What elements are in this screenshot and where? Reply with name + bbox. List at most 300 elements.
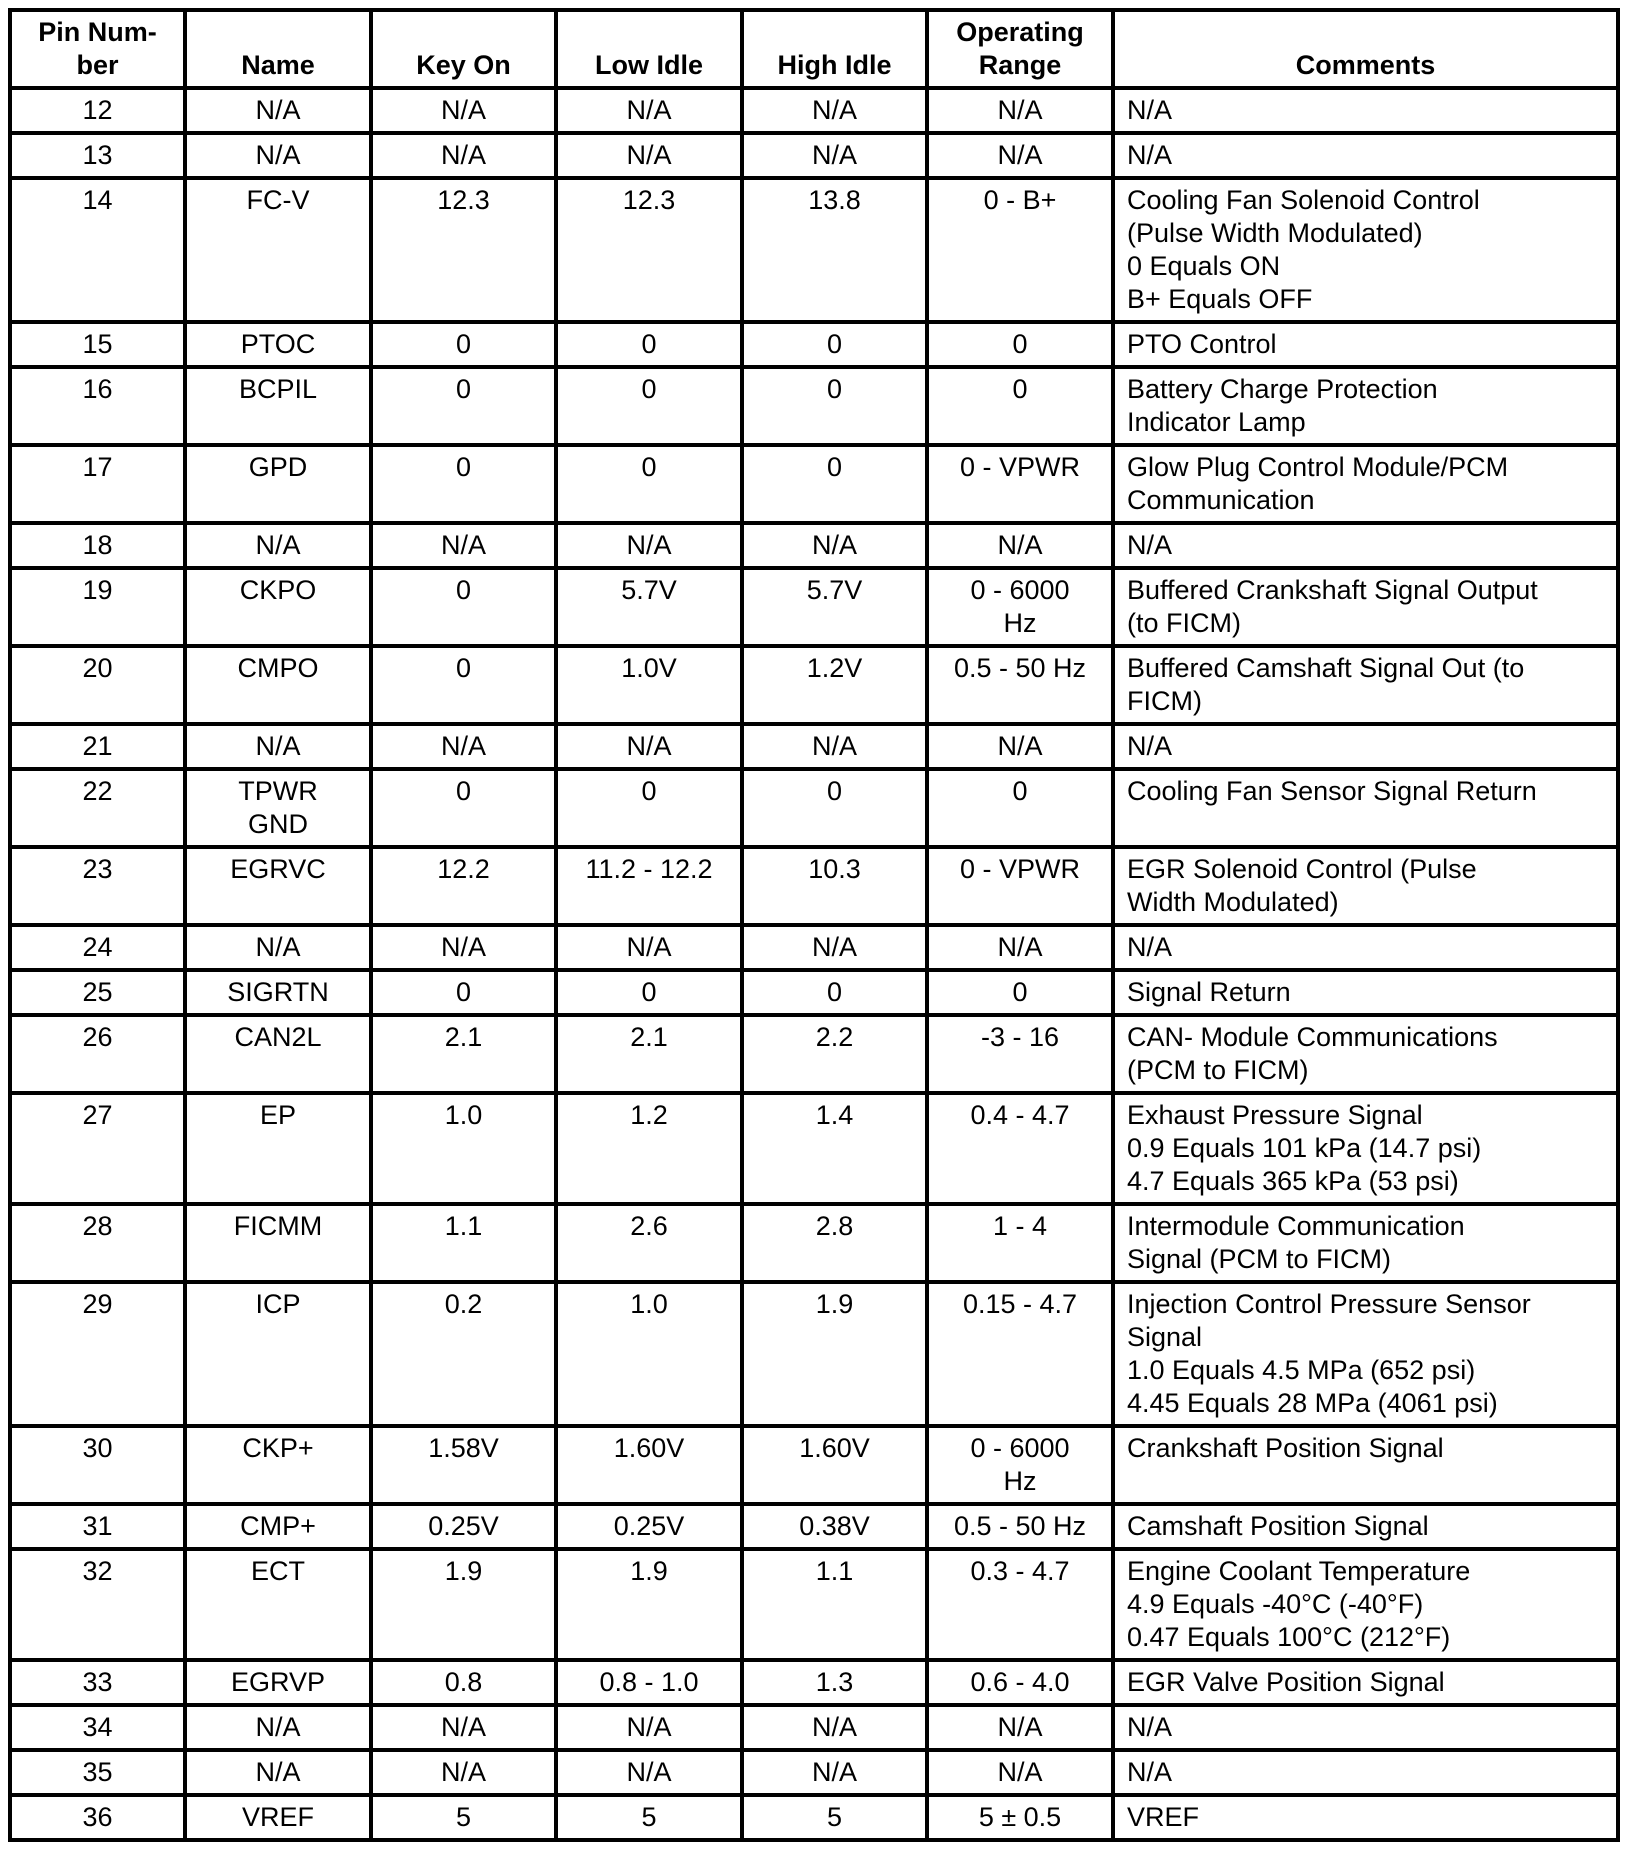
comments-cell <box>1113 646 1618 724</box>
pin-number-cell <box>10 724 185 769</box>
cell-line: 1.1 <box>815 1556 854 1586</box>
header-operating-range <box>927 10 1113 88</box>
pin-number-cell <box>10 646 185 724</box>
pin-number-cell <box>10 178 185 322</box>
cell-line: CKP+ <box>242 1433 314 1463</box>
pin-number-cell <box>10 133 185 178</box>
cell-line: VREF <box>1127 1802 1200 1832</box>
cell-line: 1.0 Equals 4.5 MPa (652 psi) <box>1127 1355 1476 1385</box>
pin-table-body <box>10 88 1618 1840</box>
comments-cell <box>1113 178 1618 322</box>
table-row <box>10 445 1618 523</box>
cell-line: 21 <box>82 731 113 761</box>
cell-line: 13 <box>82 140 113 170</box>
low-idle-cell <box>556 1705 742 1750</box>
cell-line: 2.6 <box>630 1211 668 1241</box>
operating-range-cell <box>927 1426 1113 1504</box>
cell-line: N/A <box>626 1712 672 1742</box>
cell-line: 0 <box>826 374 843 404</box>
cell-line: Glow Plug Control Module/PCM <box>1127 452 1509 482</box>
cell-line: 0 <box>455 329 472 359</box>
name-cell <box>185 1204 371 1282</box>
cell-line: B+ Equals OFF <box>1127 284 1313 314</box>
cell-line: 0 <box>826 452 843 482</box>
cell-line: 29 <box>82 1289 113 1319</box>
cell-line: 0 <box>641 329 657 359</box>
cell-line: 12.3 <box>437 185 490 215</box>
high-idle-cell <box>742 1204 927 1282</box>
operating-range-cell <box>927 646 1113 724</box>
cell-line: N/A <box>626 731 672 761</box>
high-idle-cell <box>742 925 927 970</box>
header-comments: Comments <box>1113 10 1618 88</box>
name-cell <box>185 970 371 1015</box>
name-cell <box>185 646 371 724</box>
cell-line: 0 <box>826 776 843 806</box>
cell-line: Range <box>978 50 1062 80</box>
cell-line: N/A <box>997 140 1043 170</box>
cell-line: 19 <box>82 575 113 605</box>
cell-line: 27 <box>82 1100 113 1130</box>
pin-number-cell <box>10 1426 185 1504</box>
table-row <box>10 1504 1618 1549</box>
high-idle-cell <box>742 646 927 724</box>
key-on-cell <box>371 1705 556 1750</box>
high-idle-cell <box>742 1426 927 1504</box>
header-low-idle: Low Idle <box>556 10 742 88</box>
comments-cell <box>1113 1093 1618 1204</box>
cell-line: 0.15 - 4.7 <box>962 1289 1078 1319</box>
high-idle-cell <box>742 133 927 178</box>
table-row <box>10 1660 1618 1705</box>
pin-number-cell <box>10 88 185 133</box>
cell-line: 0.38V <box>799 1511 870 1541</box>
name-cell <box>185 1705 371 1750</box>
key-on-cell <box>371 367 556 445</box>
low-idle-cell <box>556 724 742 769</box>
pin-number-cell <box>10 367 185 445</box>
pin-table-sheet <box>8 8 1616 1842</box>
low-idle-cell <box>556 1204 742 1282</box>
operating-range-cell <box>927 178 1113 322</box>
cell-line: N/A <box>440 140 486 170</box>
cell-line: 1.9 <box>444 1556 483 1586</box>
cell-line: 5.7V <box>621 575 677 605</box>
operating-range-cell <box>927 769 1113 847</box>
comments-cell <box>1113 88 1618 133</box>
comments-cell <box>1113 367 1618 445</box>
cell-line: N/A <box>440 932 486 962</box>
low-idle-cell <box>556 769 742 847</box>
cell-line: 1.9 <box>630 1556 668 1586</box>
cell-line: Injection Control Pressure Sensor <box>1127 1289 1531 1319</box>
cell-line: 18 <box>82 530 113 560</box>
cell-line: 1.60V <box>799 1433 870 1463</box>
cell-line: N/A <box>626 530 672 560</box>
cell-line: EGRVP <box>230 1667 326 1697</box>
cell-line: N/A <box>811 1757 857 1787</box>
key-on-cell <box>371 1504 556 1549</box>
table-row <box>10 646 1618 724</box>
high-idle-cell <box>742 568 927 646</box>
key-on-cell <box>371 1549 556 1660</box>
pin-number-cell <box>10 1015 185 1093</box>
key-on-cell <box>371 1093 556 1204</box>
table-row <box>10 724 1618 769</box>
low-idle-cell <box>556 1750 742 1795</box>
cell-line: 0 <box>826 977 843 1007</box>
table-row <box>10 1705 1618 1750</box>
key-on-cell <box>371 1204 556 1282</box>
cell-line: N/A <box>1127 530 1173 560</box>
cell-line: Cooling Fan Solenoid Control <box>1127 185 1480 215</box>
cell-line: N/A <box>997 95 1043 125</box>
operating-range-cell <box>927 970 1113 1015</box>
comments-cell <box>1113 1015 1618 1093</box>
cell-line: Communication <box>1127 485 1315 515</box>
pin-table-header <box>10 10 1618 88</box>
cell-line: CMPO <box>237 653 319 683</box>
key-on-cell <box>371 769 556 847</box>
operating-range-cell <box>927 568 1113 646</box>
low-idle-cell <box>556 133 742 178</box>
high-idle-cell <box>742 1282 927 1426</box>
pin-number-cell <box>10 1282 185 1426</box>
cell-line: 16 <box>82 374 113 404</box>
cell-line: Camshaft Position Signal <box>1127 1511 1429 1541</box>
name-cell <box>185 1015 371 1093</box>
key-on-cell <box>371 970 556 1015</box>
pin-number-cell <box>10 925 185 970</box>
cell-line: N/A <box>997 1757 1043 1787</box>
table-row <box>10 322 1618 367</box>
low-idle-cell <box>556 646 742 724</box>
table-row <box>10 1750 1618 1795</box>
cell-line: N/A <box>997 731 1043 761</box>
name-cell <box>185 1093 371 1204</box>
cell-line: 0 <box>455 374 472 404</box>
cell-line: ECT <box>251 1556 305 1586</box>
table-row <box>10 1426 1618 1504</box>
table-row <box>10 925 1618 970</box>
high-idle-cell <box>742 1549 927 1660</box>
cell-line: 0 <box>1012 977 1028 1007</box>
cell-line: CKPO <box>239 575 317 605</box>
low-idle-cell <box>556 1795 742 1840</box>
cell-line: N/A <box>1127 1757 1173 1787</box>
cell-line: 0 <box>641 374 657 404</box>
cell-line: 1.4 <box>815 1100 854 1130</box>
cell-line: 35 <box>82 1757 113 1787</box>
cell-line: 0.9 Equals 101 kPa (14.7 psi) <box>1127 1133 1482 1163</box>
cell-line: 1.9 <box>815 1289 854 1319</box>
cell-line: 0.8 <box>444 1667 483 1697</box>
key-on-cell <box>371 1750 556 1795</box>
cell-line: N/A <box>997 932 1043 962</box>
cell-line: 0.3 - 4.7 <box>970 1556 1070 1586</box>
key-on-cell <box>371 1795 556 1840</box>
cell-line: 1 - 4 <box>992 1211 1048 1241</box>
low-idle-cell <box>556 178 742 322</box>
low-idle-cell <box>556 1549 742 1660</box>
operating-range-cell <box>927 1204 1113 1282</box>
name-cell <box>185 1504 371 1549</box>
name-cell <box>185 133 371 178</box>
cell-line: EGR Valve Position Signal <box>1127 1667 1445 1697</box>
cell-line: 5 <box>641 1802 657 1832</box>
cell-line: 4.9 Equals -40°C (-40°F) <box>1127 1589 1424 1619</box>
cell-line: 0 - 6000 <box>970 575 1070 605</box>
cell-line: Buffered Camshaft Signal Out (to <box>1127 653 1525 683</box>
low-idle-cell <box>556 925 742 970</box>
operating-range-cell <box>927 523 1113 568</box>
cell-line: GND <box>248 809 308 839</box>
cell-line: 25 <box>82 977 113 1007</box>
cell-line: 0 - B+ <box>983 185 1057 215</box>
cell-line: Cooling Fan Sensor Signal Return <box>1127 776 1537 806</box>
operating-range-cell <box>927 1705 1113 1750</box>
cell-line: 12.2 <box>437 854 490 884</box>
cell-line: N/A <box>811 140 857 170</box>
cell-line: N/A <box>255 731 301 761</box>
cell-line: N/A <box>811 530 857 560</box>
pin-number-cell <box>10 1549 185 1660</box>
low-idle-cell <box>556 847 742 925</box>
header-high-idle: High Idle <box>742 10 927 88</box>
comments-cell <box>1113 1660 1618 1705</box>
cell-line: 0.2 <box>444 1289 483 1319</box>
name-cell <box>185 445 371 523</box>
name-cell <box>185 1795 371 1840</box>
cell-line: 1.58V <box>428 1433 499 1463</box>
operating-range-cell <box>927 925 1113 970</box>
operating-range-cell <box>927 367 1113 445</box>
key-on-cell <box>371 1426 556 1504</box>
cell-line: 1.0V <box>621 653 677 683</box>
cell-line: N/A <box>255 140 301 170</box>
name-cell <box>185 322 371 367</box>
cell-line: 31 <box>82 1511 113 1541</box>
cell-line: 0 <box>641 776 657 806</box>
cell-line: N/A <box>440 731 486 761</box>
cell-line: 0 - 6000 <box>970 1433 1070 1463</box>
cell-line: 14 <box>82 185 113 215</box>
pin-number-cell <box>10 322 185 367</box>
high-idle-cell <box>742 1750 927 1795</box>
table-row <box>10 367 1618 445</box>
cell-line: 1.0 <box>444 1100 483 1130</box>
pin-number-cell <box>10 1204 185 1282</box>
pin-number-cell <box>10 1504 185 1549</box>
cell-line: N/A <box>997 1712 1043 1742</box>
key-on-cell <box>371 1015 556 1093</box>
high-idle-cell <box>742 1705 927 1750</box>
high-idle-cell <box>742 445 927 523</box>
name-cell <box>185 1549 371 1660</box>
key-on-cell <box>371 1660 556 1705</box>
cell-line: Hz <box>1003 1466 1037 1496</box>
cell-line: N/A <box>1127 1712 1173 1742</box>
name-cell <box>185 925 371 970</box>
cell-line: 2.8 <box>815 1211 854 1241</box>
cell-line: 0.5 - 50 Hz <box>953 653 1087 683</box>
table-row <box>10 1093 1618 1204</box>
comments-cell <box>1113 1282 1618 1426</box>
high-idle-cell <box>742 1015 927 1093</box>
cell-line: Battery Charge Protection <box>1127 374 1438 404</box>
cell-line: FICM) <box>1127 686 1202 716</box>
comments-cell <box>1113 445 1618 523</box>
cell-line: (PCM to FICM) <box>1127 1055 1309 1085</box>
operating-range-cell <box>927 724 1113 769</box>
pin-number-cell <box>10 1093 185 1204</box>
comments-cell <box>1113 322 1618 367</box>
cell-line: 0 <box>1012 329 1028 359</box>
cell-line: Operating <box>956 17 1084 47</box>
cell-line: 30 <box>82 1433 113 1463</box>
cell-line: FICMM <box>233 1211 323 1241</box>
cell-line: GPD <box>248 452 308 482</box>
cell-line: 33 <box>82 1667 113 1697</box>
table-row <box>10 970 1618 1015</box>
table-row <box>10 769 1618 847</box>
cell-line: 0 - VPWR <box>959 854 1080 884</box>
comments-cell <box>1113 1504 1618 1549</box>
key-on-cell <box>371 178 556 322</box>
cell-line: 22 <box>82 776 113 806</box>
cell-line: N/A <box>626 932 672 962</box>
cell-line: 1.0 <box>630 1289 668 1319</box>
cell-line: 0.25V <box>428 1511 499 1541</box>
cell-line: 34 <box>82 1712 113 1742</box>
cell-line: 0 <box>455 977 472 1007</box>
cell-line: EGRVC <box>230 854 326 884</box>
cell-line: ICP <box>255 1289 301 1319</box>
cell-line: CAN2L <box>234 1022 322 1052</box>
cell-line: 32 <box>82 1556 113 1586</box>
cell-line: 10.3 <box>808 854 861 884</box>
operating-range-cell <box>927 1504 1113 1549</box>
table-row <box>10 568 1618 646</box>
pin-number-cell <box>10 1705 185 1750</box>
cell-line: 4.7 Equals 365 kPa (53 psi) <box>1127 1166 1459 1196</box>
key-on-cell <box>371 523 556 568</box>
cell-line: Width Modulated) <box>1127 887 1339 917</box>
high-idle-cell <box>742 847 927 925</box>
cell-line: (to FICM) <box>1127 608 1241 638</box>
cell-line: N/A <box>440 1712 486 1742</box>
cell-line: N/A <box>626 140 672 170</box>
cell-line: EGR Solenoid Control (Pulse <box>1127 854 1477 884</box>
low-idle-cell <box>556 568 742 646</box>
low-idle-cell <box>556 1282 742 1426</box>
comments-cell <box>1113 133 1618 178</box>
pin-number-cell <box>10 847 185 925</box>
high-idle-cell <box>742 1795 927 1840</box>
low-idle-cell <box>556 88 742 133</box>
key-on-cell <box>371 847 556 925</box>
operating-range-cell <box>927 1750 1113 1795</box>
cell-line: 5.7V <box>806 575 863 605</box>
cell-line: N/A <box>255 932 301 962</box>
table-row <box>10 133 1618 178</box>
cell-line: 0 <box>641 452 657 482</box>
cell-line: 0.25V <box>613 1511 685 1541</box>
comments-cell <box>1113 1795 1618 1840</box>
cell-line: N/A <box>811 95 857 125</box>
cell-line: 0 <box>641 977 657 1007</box>
cell-line: 0.4 - 4.7 <box>970 1100 1070 1130</box>
cell-line: 5 <box>455 1802 472 1832</box>
table-row <box>10 1204 1618 1282</box>
pin-number-cell <box>10 568 185 646</box>
key-on-cell <box>371 322 556 367</box>
cell-line: Hz <box>1003 608 1037 638</box>
cell-line: 0 <box>826 329 843 359</box>
pin-number-cell <box>10 970 185 1015</box>
operating-range-cell <box>927 322 1113 367</box>
cell-line: 23 <box>82 854 113 884</box>
comments-cell <box>1113 1750 1618 1795</box>
header-row <box>10 10 1618 88</box>
header-key-on: Key On <box>371 10 556 88</box>
name-cell <box>185 724 371 769</box>
operating-range-cell <box>927 445 1113 523</box>
key-on-cell <box>371 925 556 970</box>
pin-table <box>8 8 1620 1842</box>
name-cell <box>185 568 371 646</box>
cell-line: N/A <box>255 95 301 125</box>
comments-cell <box>1113 1705 1618 1750</box>
low-idle-cell <box>556 1093 742 1204</box>
table-row <box>10 847 1618 925</box>
cell-line: Buffered Crankshaft Signal Output <box>1127 575 1538 605</box>
cell-line: 12 <box>82 95 113 125</box>
cell-line: CAN- Module Communications <box>1127 1022 1498 1052</box>
cell-line: N/A <box>255 1757 301 1787</box>
name-cell <box>185 1750 371 1795</box>
name-cell <box>185 178 371 322</box>
cell-line: Intermodule Communication <box>1127 1211 1465 1241</box>
cell-line: EP <box>259 1100 297 1130</box>
low-idle-cell <box>556 367 742 445</box>
operating-range-cell <box>927 1795 1113 1840</box>
cell-line: PTO Control <box>1127 329 1277 359</box>
key-on-cell <box>371 568 556 646</box>
table-row <box>10 523 1618 568</box>
table-row <box>10 178 1618 322</box>
operating-range-cell <box>927 847 1113 925</box>
key-on-cell <box>371 88 556 133</box>
key-on-cell <box>371 646 556 724</box>
name-cell <box>185 367 371 445</box>
low-idle-cell <box>556 523 742 568</box>
cell-line: 5 ± 0.5 <box>978 1802 1062 1832</box>
cell-line: 28 <box>82 1211 113 1241</box>
name-cell <box>185 1282 371 1426</box>
cell-line: Signal <box>1127 1322 1203 1352</box>
cell-line: Engine Coolant Temperature <box>1127 1556 1471 1586</box>
comments-cell <box>1113 1426 1618 1504</box>
cell-line: N/A <box>1127 731 1173 761</box>
cell-line: Exhaust Pressure Signal <box>1127 1100 1423 1130</box>
cell-line: 2.1 <box>630 1022 668 1052</box>
key-on-cell <box>371 133 556 178</box>
cell-line: N/A <box>626 1757 672 1787</box>
high-idle-cell <box>742 523 927 568</box>
operating-range-cell <box>927 1015 1113 1093</box>
pin-number-cell <box>10 769 185 847</box>
